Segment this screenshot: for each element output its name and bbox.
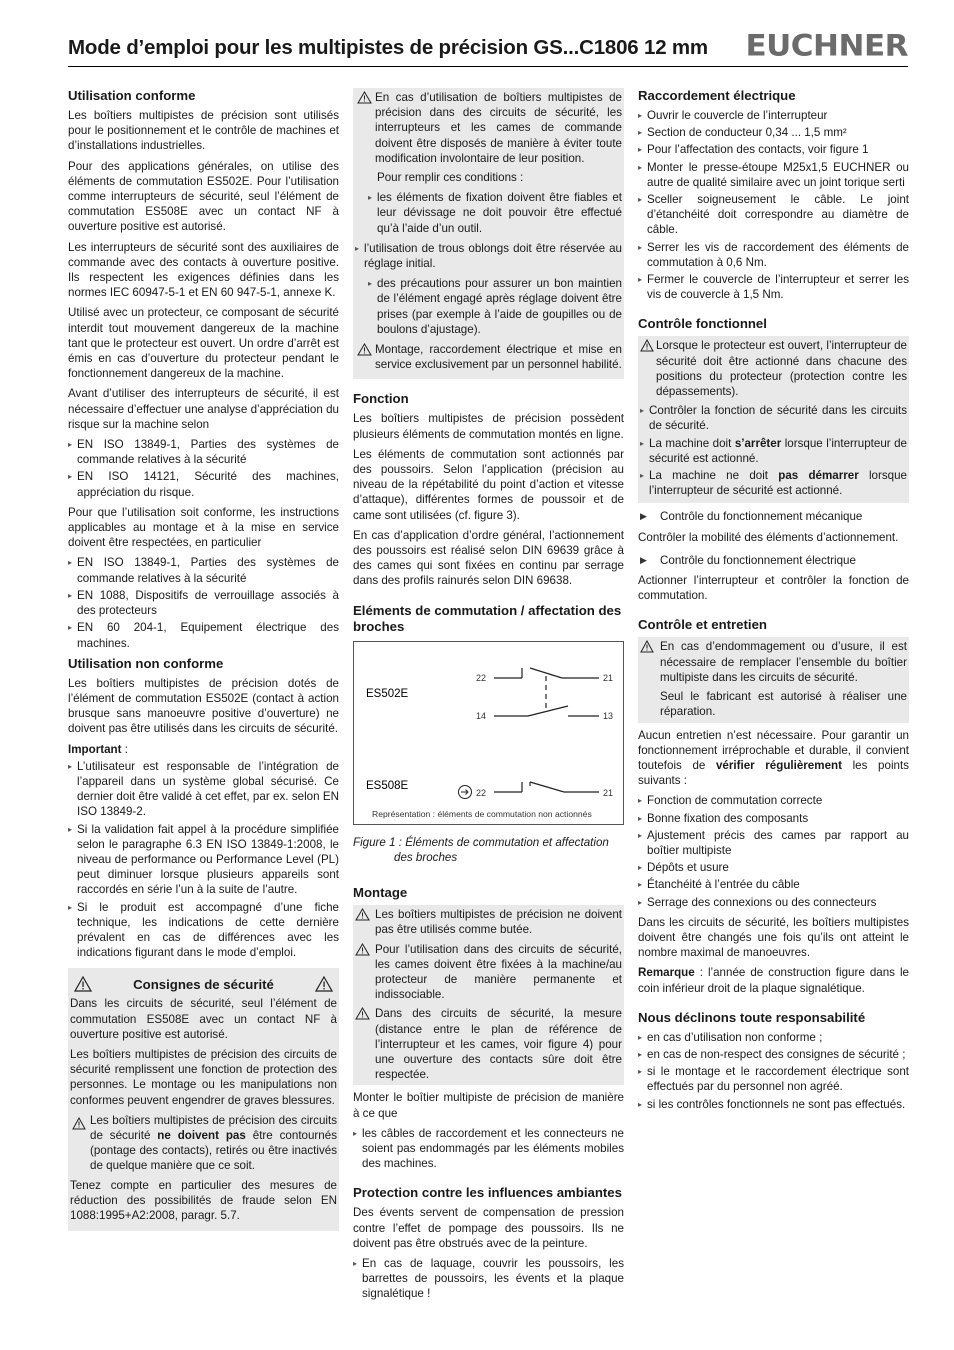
list-item: ▸ Si le produit est accompagné d’une fiche technique, les indications de cette dernière prévalent en cas de différences avec les indications figurant dans le mode d’emploi.: [68, 900, 339, 961]
paragraph: Pour des applications générales, on utilise des éléments de commutation ES502E. Pour l’utilisation comme interrupteurs de sécurité, seul l’élément de commutation ES508E avec un contact NF à ouverture positive est autorisé.: [68, 159, 339, 234]
list-item: ▸ EN 60 204-1, Equipement électrique des machines.: [68, 620, 339, 650]
warning-note: [353, 1006, 622, 1082]
caption-line: des broches: [394, 850, 458, 864]
text-span: La machine ne doit: [649, 469, 779, 483]
heading-elements: Eléments de commutation / affectation des broches: [353, 602, 622, 634]
list-item: ▸ Pour l’affectation des contacts, voir figure 1: [638, 142, 909, 157]
warning-icon: [72, 1117, 86, 1130]
heading-utilisation-conforme: Utilisation conforme: [68, 88, 196, 103]
warning-text: Lorsque le protecteur est ouvert, l’interrupteur de sécurité doit être actionné dans chacune des positions du protecteur (protection contre les dépassements).: [656, 339, 907, 399]
paragraph: Pour que l’utilisation soit conforme, les instructions applicables au montage et à la mise en service doivent être respectées, en particulier: [68, 505, 339, 550]
nc-contact: [494, 782, 599, 792]
warning-icon: [357, 91, 372, 104]
paragraph: Tenez compte en particulier des mesures de réduction des possibilités de fraude selon EN 1088:1995+A2:2008, paragr. 5.7.: [70, 1178, 337, 1222]
list-item: ▸ Bonne fixation des composants: [638, 811, 909, 826]
text-span: La machine doit: [649, 436, 735, 450]
page-title: Mode d’emploi pour les multipistes de précision GS...C1806 12 mm: [68, 36, 708, 59]
important-line: [68, 742, 339, 757]
warning-note: [353, 942, 622, 1003]
warning-text: Dans des circuits de sécurité, la mesure (distance entre le plan de référence de l’interrupteur et les cames, voir figure 4) pour une ouverture des contacts sûre doit être respectée.: [375, 1007, 622, 1082]
column-middle: [353, 88, 624, 1307]
switching-diagram: [353, 641, 624, 825]
bold-text: s’arrêter: [734, 436, 782, 450]
paragraph: Seul le fabricant est autorisé à réaliser une réparation.: [660, 690, 907, 719]
paragraph: En cas d’application d’ordre général, l’actionnement des poussoirs est réalisé selon DIN 69639 grâce à des cames qui sont fixées en continu par serrage dans des profils rainurés selon DIN 69638.: [353, 528, 624, 588]
bold-text: ne doivent pas: [157, 1128, 246, 1142]
norms-list: [68, 555, 339, 650]
paragraph: Les éléments de commutation sont actionnés par des poussoirs. Selon l’application (précision au niveau de la répétabilité du point d’action et vitesse d’attaque), différentes formes de poussoir et de came sont utilisées (cf. figure 3).: [353, 447, 624, 522]
list-item: ▸ Serrage des connexions ou des connecteurs: [638, 895, 909, 910]
electrique-step: [638, 553, 909, 568]
heading-utilisation-non-conforme: Utilisation non conforme: [68, 655, 224, 671]
safety-header: [70, 970, 337, 996]
paragraph: Les boîtiers multipistes de précision possèdent plusieurs éléments de commutation montés en ligne.: [353, 412, 624, 441]
text-span: lorsque l’interrupteur de sécurité est actionné.: [649, 436, 907, 465]
paragraph: Pour remplir ces conditions :: [377, 171, 524, 185]
diagram-note: Représentation : éléments de commutation non actionnés: [372, 808, 592, 819]
list-item: ▸ EN ISO 13849-1, Parties des systèmes de commande relatives à la sécurité: [68, 437, 339, 467]
paragraph: [638, 965, 909, 995]
paragraph: Contrôler la mobilité des éléments d’actionnement.: [638, 530, 899, 544]
list-item: ▸ Ajustement précis des cames par rapport au boîtier multipiste: [638, 828, 909, 858]
paragraph: Les boîtiers multipistes de précision dotés de l’élément de commutation ES502E (contact à action brusque sans manoeuvre positive d’ouverture) ne doivent pas être utilisés dans les circuits de sécurité.: [68, 676, 339, 736]
list-item: ▸ EN 1088, Dispositifs de verrouillage associés à des protecteurs: [68, 588, 339, 618]
entretien-list: [638, 793, 909, 909]
paragraph: Les boîtiers multipistes de précision des circuits de sécurité remplissent une fonction de protection des personnes. Le montage ou les manipulations non conformes peuvent engendrer de graves blessures.: [70, 1047, 337, 1107]
list-item: ▸ si les contrôles fonctionnels ne sont pas effectués.: [638, 1097, 909, 1112]
conditions-list: [355, 190, 622, 236]
warning-icon: [640, 640, 654, 653]
list-item: ▸ Contrôler la fonction de sécurité dans les circuits de sécurité.: [640, 403, 907, 433]
list-item: ▶ Contrôle du fonctionnement électrique: [638, 553, 909, 568]
list-item: ▶ Contrôle du fonctionnement mécanique: [638, 509, 909, 524]
heading-controle-fonctionnel: Contrôle fonctionnel: [638, 316, 767, 332]
list-item: ▸ en cas d’utilisation non conforme ;: [638, 1030, 909, 1045]
label-es502e: ES502E: [366, 687, 409, 700]
paragraph: Des évents servent de compensation de pression contre l’effet de pompage des poussoirs. Ils ne doivent pas être obstrués avec de la peinture.: [353, 1206, 624, 1250]
warning-icon: [357, 343, 372, 356]
list-item: ▸ Étanchéité à l’entrée du câble: [638, 877, 909, 892]
list-item: ▸ Section de conducteur 0,34 ... 1,5 mm²: [638, 125, 909, 140]
heading-protection: Protection contre les influences ambiantes: [353, 1185, 622, 1201]
paragraph: Monter le boîtier multipiste de précision de manière à ce que: [353, 1091, 624, 1120]
list-item: ▸ Sceller soigneusement le câble. Le joint d’étanchéité doit correspondre au diamètre de câble.: [638, 192, 909, 238]
warning-box: [353, 905, 624, 1085]
warning-note: [70, 1113, 337, 1174]
heading-responsabilite: Nous déclinons toute responsabilité: [638, 1009, 866, 1025]
paragraph: Actionner l’interrupteur et contrôler la fonction de commutation.: [638, 574, 909, 603]
paragraph: Dans les circuits de sécurité, seul l’élément de commutation ES508E avec un contact NF à ouverture positive est autorisé.: [70, 997, 337, 1041]
warning-icon: [355, 1007, 370, 1020]
column-left: [68, 88, 339, 1236]
montage-list: [353, 1126, 624, 1172]
list-item: ▸ Serrer les vis de raccordement des éléments de commutation à 0,6 Nm.: [638, 240, 909, 270]
warning-icon: [74, 976, 92, 992]
warning-box: [638, 637, 909, 722]
terminal-14: 14: [476, 710, 487, 721]
safety-box: [68, 968, 339, 1231]
list-item: ▸ Fonction de commutation correcte: [638, 793, 909, 808]
bold-text: Remarque: [638, 966, 695, 980]
warning-note: [353, 907, 622, 937]
arrow-icon: [461, 789, 468, 794]
conditions-list: [355, 276, 622, 337]
text-span: lorsque l’interrupteur de sécurité est actionné.: [649, 469, 907, 498]
list-item: ▸ des précautions pour assurer un bon maintien de l’élément engagé après réglage doivent être prises (par exemple à l’aide de goupilles ou de boulons d’ajustage).: [368, 276, 622, 337]
list-item: ▸ les éléments de fixation doivent être fiables et leur dévissage ne doit pouvoir être effectué qu’à l’aide d’un outil.: [368, 190, 622, 236]
list-item: ▸ Ouvrir le couvercle de l’interrupteur: [638, 108, 909, 123]
warning-box: [353, 88, 624, 379]
text-span: Aucun entretien n’est nécessaire. Pour garantir un fonctionnement irréprochable et durable, il convient toutefois de: [638, 728, 909, 772]
paragraph: Avant d’utiliser des interrupteurs de sécurité, il est nécessaire d’effectuer une analyse d’appréciation du risque sur la machine selon: [68, 387, 339, 431]
warning-note: [640, 338, 907, 399]
list-item: ▸ si le montage et le raccordement électrique sont effectués par du personnel non agréé.: [638, 1064, 909, 1094]
list-item: ▸ en cas de non-respect des consignes de sécurité ;: [638, 1047, 909, 1062]
terminal-21: 21: [603, 787, 614, 798]
list-item: ▸ L’utilisateur est responsable de l’intégration de l’appareil dans un système global sécurisé. Ce dernier doit être validé à cet effet, par ex. selon EN ISO 13849-2.: [68, 759, 339, 820]
list-item: [640, 468, 907, 498]
list-item: [640, 436, 907, 466]
paragraph: Les boîtiers multipistes de précision sont utilisés pour le positionnement et le contrôle de machines et d’installations industrielles.: [68, 109, 339, 153]
list-item: ▸ les câbles de raccordement et les connecteurs ne soient pas endommagés par les éléments mobiles des machines.: [353, 1126, 624, 1172]
column-right: [638, 88, 909, 1117]
bold-text: vérifier régulièrement: [715, 758, 842, 772]
header-rule: [68, 66, 908, 67]
text-span: être contournés (pontage des contacts), retirés ou être inactivés de quelque manière que ce soit.: [90, 1128, 337, 1173]
euchner-logo: EUCHNER: [745, 28, 908, 64]
list-item: ▸ Monter le presse-étoupe M25x1,5 EUCHNER ou autre de qualité similaire avec un joint torique serti: [638, 160, 909, 190]
list-item: ▸ EN ISO 13849-1, Parties des systèmes de commande relatives à la sécurité: [68, 555, 339, 585]
figure-caption: [353, 835, 624, 865]
warning-box: [638, 336, 909, 503]
warning-text: En cas d’utilisation de boîtiers multipistes de précision dans des circuits de sécurité, les interrupteurs et les cames de commande doivent être disposés de manière à éviter toute modification involontaire de leur position.: [375, 91, 622, 165]
heading-fonction: Fonction: [353, 391, 409, 407]
raccordement-list: [638, 108, 909, 302]
list-item: ▸ Fermer le couvercle de l’interrupteur et serrer les vis de couvercle à 1,5 Nm.: [638, 272, 909, 302]
warning-note: [355, 342, 622, 372]
paragraph: Dans les circuits de sécurité, les boîtiers multipistes doivent être changés une fois qu’ils ont atteint le nombre maximal de manoeuvres.: [638, 915, 909, 960]
warning-icon: [640, 339, 654, 352]
terminal-22: 22: [476, 672, 487, 683]
bold-text: pas démarrer: [778, 469, 859, 483]
warning-text: Pour l’utilisation dans des circuits de sécurité, les cames doivent être fixées à la machine/au protecteur de manière permanente et indissociable.: [375, 942, 622, 1002]
norms-list: [68, 437, 339, 500]
warning-note: [355, 90, 622, 166]
protection-list: [353, 1256, 624, 1302]
conditions-list: [355, 241, 622, 271]
terminal-22: 22: [476, 787, 487, 798]
terminal-21: 21: [603, 672, 614, 683]
list-item: ▸ Si la validation fait appel à la procédure simplifiée selon le paragraphe 6.3 EN ISO 13849-1:2008, le niveau de performance ou Performance Level (PL) peut diminuer lorsque plusieurs appareils sont raccordés en série l’un à la suite de l’autre.: [68, 822, 339, 898]
safety-title: Consignes de sécurité: [133, 976, 274, 992]
heading-controle-entretien: Contrôle et entretien: [638, 617, 767, 633]
responsabilite-list: [638, 1030, 909, 1112]
heading-montage: Montage: [353, 885, 408, 901]
paragraph: Les interrupteurs de sécurité sont des auxiliaires de commande avec des contacts à ouverture positive. Ils respectent les exigences définies dans les normes IEC 60947-5-1 et EN 60 947-5-1, annexe K.: [68, 240, 339, 300]
warning-icon: [315, 976, 333, 992]
caption-line: Figure 1 : Éléments de commutation et affectation: [353, 835, 609, 849]
warning-note: [640, 639, 907, 685]
warning-text: En cas d’endommagement ou d’usure, il est nécessaire de remplacer l’ensemble du boîtier multipiste dans les circuits de sécurité.: [660, 640, 907, 684]
warning-text: Montage, raccordement électrique et mise en service exclusivement par un personnel habilité.: [375, 343, 622, 372]
important-label: Important: [68, 742, 122, 756]
warning-icon: [355, 908, 370, 921]
important-colon: :: [121, 742, 128, 756]
paragraph: [638, 728, 909, 789]
terminal-13: 13: [603, 710, 614, 721]
list-item: ▸ EN ISO 14121, Sécurité des machines, appréciation du risque.: [68, 469, 339, 499]
diagram-svg: [354, 642, 625, 824]
list-item: ▸ l’utilisation de trous oblongs doit être réservée au réglage initial.: [355, 241, 622, 271]
heading-raccordement: Raccordement électrique: [638, 88, 796, 103]
paragraph: Utilisé avec un protecteur, ce composant de sécurité interdit tout mouvement dangereux de la machine tant que le protecteur est ouvert. Un ordre d’arrêt est émis en cas d’ouverture du protecteur pendant le fonctionnement dangereux de la machine.: [68, 306, 339, 381]
list-item: ▸ En cas de laquage, couvrir les poussoirs, les barrettes de poussoirs, les évents et la plaque signalétique !: [353, 1256, 624, 1302]
label-es508e: ES508E: [366, 779, 409, 792]
text-span: : l’année de construction figure dans le coin inférieur droit de la plaque signalétique.: [638, 966, 909, 995]
text-span: Les boîtiers multipistes de précision des circuits de sécurité: [90, 1113, 337, 1142]
warning-icon: [355, 943, 370, 956]
controle-list: [640, 403, 907, 498]
important-list: [68, 759, 339, 961]
mecanique-step: [638, 509, 909, 524]
warning-text: Les boîtiers multipistes de précision ne doivent pas être utilisés comme butée.: [375, 908, 622, 937]
list-item: ▸ Dépôts et usure: [638, 860, 909, 875]
text-span: les points suivants :: [638, 758, 909, 788]
